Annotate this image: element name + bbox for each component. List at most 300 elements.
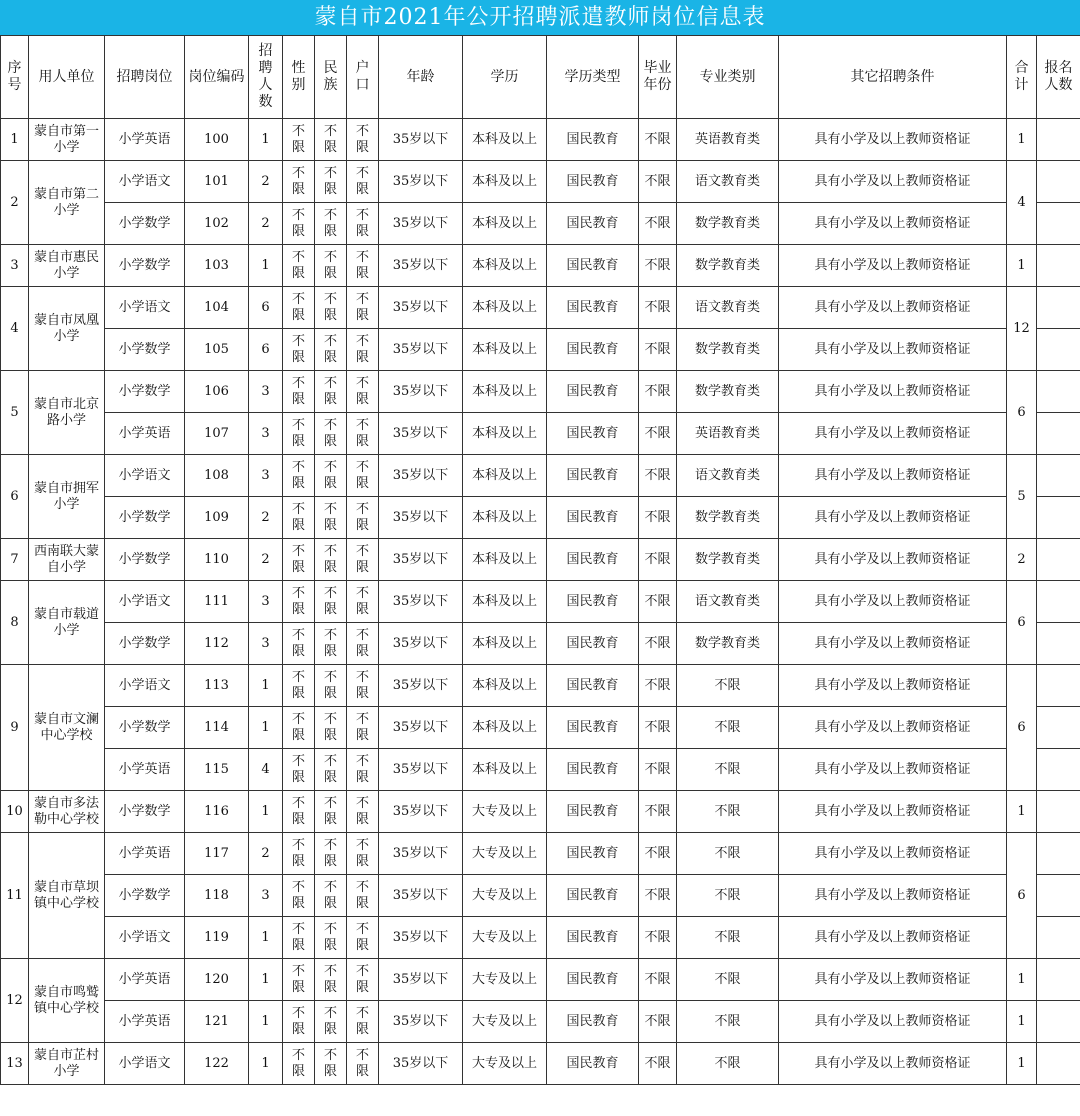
- cell-applicants: [1037, 539, 1080, 581]
- cell-count: 4: [249, 749, 283, 791]
- cell-age: 35岁以下: [379, 1001, 463, 1043]
- header-position: 招聘岗位: [105, 36, 185, 119]
- cell-age: 35岁以下: [379, 371, 463, 413]
- cell-age: 35岁以下: [379, 833, 463, 875]
- cell-applicants: [1037, 329, 1080, 371]
- header-seq: 序号: [1, 36, 29, 119]
- cell-position: 小学语文: [105, 917, 185, 959]
- cell-gender: 不限: [283, 707, 315, 749]
- cell-count: 3: [249, 875, 283, 917]
- cell-education: 本科及以上: [463, 287, 547, 329]
- table-row: [1, 665, 1080, 707]
- cell-applicants: [1037, 917, 1080, 959]
- cell-position: 小学数学: [105, 245, 185, 287]
- cell-code: 122: [185, 1043, 249, 1085]
- cell-applicants: [1037, 749, 1080, 791]
- cell-hukou: 不限: [347, 539, 379, 581]
- cell-hukou: 不限: [347, 581, 379, 623]
- cell-grad-year: 不限: [639, 413, 677, 455]
- cell-education: 大专及以上: [463, 875, 547, 917]
- cell-education: 大专及以上: [463, 959, 547, 1001]
- cell-count: 1: [249, 119, 283, 161]
- cell-ethnicity: 不限: [315, 875, 347, 917]
- cell-count: 3: [249, 581, 283, 623]
- cell-applicants: [1037, 791, 1080, 833]
- cell-count: 1: [249, 1043, 283, 1085]
- cell-grad-year: 不限: [639, 371, 677, 413]
- cell-education: 本科及以上: [463, 371, 547, 413]
- cell-code: 100: [185, 119, 249, 161]
- cell-other: 具有小学及以上教师资格证: [779, 581, 1007, 623]
- cell-hukou: 不限: [347, 959, 379, 1001]
- cell-total: 6: [1007, 833, 1037, 959]
- cell-position: 小学语文: [105, 455, 185, 497]
- cell-other: 具有小学及以上教师资格证: [779, 749, 1007, 791]
- cell-edu-type: 国民教育: [547, 329, 639, 371]
- cell-hukou: 不限: [347, 161, 379, 203]
- cell-gender: 不限: [283, 959, 315, 1001]
- cell-other: 具有小学及以上教师资格证: [779, 329, 1007, 371]
- cell-hukou: 不限: [347, 749, 379, 791]
- cell-education: 大专及以上: [463, 1001, 547, 1043]
- table-row: [1, 539, 1080, 581]
- cell-count: 3: [249, 455, 283, 497]
- cell-count: 2: [249, 203, 283, 245]
- cell-major: 数学教育类: [677, 371, 779, 413]
- header-applicants: 报名人数: [1037, 36, 1080, 119]
- cell-position: 小学英语: [105, 749, 185, 791]
- cell-code: 110: [185, 539, 249, 581]
- cell-major: 语文教育类: [677, 287, 779, 329]
- cell-total: 6: [1007, 371, 1037, 455]
- cell-major: 数学教育类: [677, 623, 779, 665]
- cell-major: 不限: [677, 1001, 779, 1043]
- cell-position: 小学数学: [105, 203, 185, 245]
- cell-grad-year: 不限: [639, 161, 677, 203]
- cell-count: 1: [249, 1001, 283, 1043]
- cell-age: 35岁以下: [379, 161, 463, 203]
- cell-count: 2: [249, 497, 283, 539]
- cell-code: 105: [185, 329, 249, 371]
- cell-grad-year: 不限: [639, 119, 677, 161]
- cell-code: 111: [185, 581, 249, 623]
- cell-count: 3: [249, 623, 283, 665]
- cell-ethnicity: 不限: [315, 581, 347, 623]
- cell-applicants: [1037, 245, 1080, 287]
- cell-code: 116: [185, 791, 249, 833]
- cell-gender: 不限: [283, 161, 315, 203]
- cell-edu-type: 国民教育: [547, 371, 639, 413]
- cell-other: 具有小学及以上教师资格证: [779, 371, 1007, 413]
- cell-grad-year: 不限: [639, 497, 677, 539]
- table-row: [1, 875, 1080, 917]
- cell-age: 35岁以下: [379, 707, 463, 749]
- cell-hukou: 不限: [347, 455, 379, 497]
- cell-major: 数学教育类: [677, 329, 779, 371]
- cell-other: 具有小学及以上教师资格证: [779, 455, 1007, 497]
- cell-other: 具有小学及以上教师资格证: [779, 707, 1007, 749]
- table-row: [1, 1043, 1080, 1085]
- cell-hukou: 不限: [347, 119, 379, 161]
- cell-other: 具有小学及以上教师资格证: [779, 413, 1007, 455]
- cell-edu-type: 国民教育: [547, 749, 639, 791]
- cell-grad-year: 不限: [639, 623, 677, 665]
- cell-education: 大专及以上: [463, 1043, 547, 1085]
- cell-position: 小学英语: [105, 833, 185, 875]
- cell-gender: 不限: [283, 623, 315, 665]
- header-total: 合计: [1007, 36, 1037, 119]
- cell-grad-year: 不限: [639, 707, 677, 749]
- cell-ethnicity: 不限: [315, 413, 347, 455]
- header-hukou: 户口: [347, 36, 379, 119]
- cell-total: 1: [1007, 245, 1037, 287]
- cell-education: 本科及以上: [463, 497, 547, 539]
- cell-count: 1: [249, 917, 283, 959]
- cell-hukou: 不限: [347, 371, 379, 413]
- cell-gender: 不限: [283, 497, 315, 539]
- cell-count: 6: [249, 329, 283, 371]
- header-code: 岗位编码: [185, 36, 249, 119]
- cell-seq: 2: [1, 161, 29, 245]
- cell-seq: 7: [1, 539, 29, 581]
- cell-other: 具有小学及以上教师资格证: [779, 539, 1007, 581]
- cell-ethnicity: 不限: [315, 119, 347, 161]
- cell-major: 不限: [677, 791, 779, 833]
- cell-applicants: [1037, 1001, 1080, 1043]
- cell-code: 118: [185, 875, 249, 917]
- cell-major: 不限: [677, 959, 779, 1001]
- cell-grad-year: 不限: [639, 287, 677, 329]
- cell-major: 不限: [677, 749, 779, 791]
- cell-gender: 不限: [283, 119, 315, 161]
- cell-gender: 不限: [283, 203, 315, 245]
- cell-hukou: 不限: [347, 203, 379, 245]
- cell-hukou: 不限: [347, 707, 379, 749]
- cell-code: 101: [185, 161, 249, 203]
- table-row: [1, 917, 1080, 959]
- cell-other: 具有小学及以上教师资格证: [779, 497, 1007, 539]
- table-body: [1, 119, 1080, 1085]
- cell-code: 113: [185, 665, 249, 707]
- table-row: [1, 497, 1080, 539]
- cell-count: 3: [249, 413, 283, 455]
- cell-education: 本科及以上: [463, 413, 547, 455]
- cell-age: 35岁以下: [379, 581, 463, 623]
- cell-education: 本科及以上: [463, 539, 547, 581]
- cell-major: 数学教育类: [677, 245, 779, 287]
- cell-position: 小学数学: [105, 497, 185, 539]
- cell-education: 大专及以上: [463, 833, 547, 875]
- cell-edu-type: 国民教育: [547, 917, 639, 959]
- cell-total: 1: [1007, 959, 1037, 1001]
- cell-applicants: [1037, 875, 1080, 917]
- cell-age: 35岁以下: [379, 959, 463, 1001]
- cell-gender: 不限: [283, 833, 315, 875]
- table-row: [1, 119, 1080, 161]
- header-edu-type: 学历类型: [547, 36, 639, 119]
- cell-hukou: 不限: [347, 875, 379, 917]
- cell-edu-type: 国民教育: [547, 875, 639, 917]
- cell-position: 小学数学: [105, 875, 185, 917]
- cell-other: 具有小学及以上教师资格证: [779, 917, 1007, 959]
- cell-code: 114: [185, 707, 249, 749]
- cell-unit: 蒙自市芷村小学: [29, 1043, 105, 1085]
- cell-code: 103: [185, 245, 249, 287]
- cell-total: 6: [1007, 665, 1037, 791]
- cell-education: 本科及以上: [463, 329, 547, 371]
- cell-major: 不限: [677, 1043, 779, 1085]
- cell-position: 小学数学: [105, 371, 185, 413]
- cell-code: 106: [185, 371, 249, 413]
- cell-seq: 13: [1, 1043, 29, 1085]
- cell-age: 35岁以下: [379, 875, 463, 917]
- cell-count: 3: [249, 371, 283, 413]
- cell-education: 本科及以上: [463, 707, 547, 749]
- cell-gender: 不限: [283, 287, 315, 329]
- cell-other: 具有小学及以上教师资格证: [779, 875, 1007, 917]
- recruitment-table: [0, 35, 1080, 1085]
- cell-unit: 蒙自市拥军小学: [29, 455, 105, 539]
- cell-applicants: [1037, 203, 1080, 245]
- table-row: [1, 707, 1080, 749]
- cell-count: 2: [249, 161, 283, 203]
- header-age: 年龄: [379, 36, 463, 119]
- cell-other: 具有小学及以上教师资格证: [779, 1043, 1007, 1085]
- cell-ethnicity: 不限: [315, 497, 347, 539]
- cell-ethnicity: 不限: [315, 959, 347, 1001]
- cell-count: 2: [249, 833, 283, 875]
- cell-gender: 不限: [283, 413, 315, 455]
- cell-edu-type: 国民教育: [547, 833, 639, 875]
- table-row: [1, 959, 1080, 1001]
- cell-gender: 不限: [283, 455, 315, 497]
- cell-hukou: 不限: [347, 329, 379, 371]
- cell-seq: 1: [1, 119, 29, 161]
- cell-hukou: 不限: [347, 497, 379, 539]
- cell-total: 1: [1007, 1001, 1037, 1043]
- cell-code: 117: [185, 833, 249, 875]
- cell-education: 本科及以上: [463, 455, 547, 497]
- cell-count: 1: [249, 245, 283, 287]
- cell-age: 35岁以下: [379, 917, 463, 959]
- cell-edu-type: 国民教育: [547, 1043, 639, 1085]
- cell-gender: 不限: [283, 1043, 315, 1085]
- cell-other: 具有小学及以上教师资格证: [779, 245, 1007, 287]
- cell-ethnicity: 不限: [315, 161, 347, 203]
- cell-unit: 蒙自市多法勒中心学校: [29, 791, 105, 833]
- cell-applicants: [1037, 119, 1080, 161]
- cell-major: 不限: [677, 707, 779, 749]
- header-count: 招聘人数: [249, 36, 283, 119]
- cell-grad-year: 不限: [639, 245, 677, 287]
- cell-age: 35岁以下: [379, 119, 463, 161]
- cell-unit: 西南联大蒙自小学: [29, 539, 105, 581]
- cell-hukou: 不限: [347, 413, 379, 455]
- cell-grad-year: 不限: [639, 959, 677, 1001]
- cell-grad-year: 不限: [639, 917, 677, 959]
- cell-code: 115: [185, 749, 249, 791]
- cell-age: 35岁以下: [379, 203, 463, 245]
- cell-count: 6: [249, 287, 283, 329]
- table-row: [1, 413, 1080, 455]
- cell-seq: 4: [1, 287, 29, 371]
- cell-age: 35岁以下: [379, 539, 463, 581]
- cell-ethnicity: 不限: [315, 665, 347, 707]
- table-row: [1, 623, 1080, 665]
- cell-ethnicity: 不限: [315, 371, 347, 413]
- cell-applicants: [1037, 665, 1080, 707]
- cell-position: 小学语文: [105, 665, 185, 707]
- cell-ethnicity: 不限: [315, 707, 347, 749]
- cell-other: 具有小学及以上教师资格证: [779, 833, 1007, 875]
- cell-applicants: [1037, 413, 1080, 455]
- table-row: [1, 329, 1080, 371]
- cell-applicants: [1037, 455, 1080, 497]
- cell-edu-type: 国民教育: [547, 539, 639, 581]
- cell-major: 数学教育类: [677, 203, 779, 245]
- cell-code: 121: [185, 1001, 249, 1043]
- cell-position: 小学数学: [105, 329, 185, 371]
- cell-ethnicity: 不限: [315, 1001, 347, 1043]
- cell-applicants: [1037, 497, 1080, 539]
- cell-unit: 蒙自市载道小学: [29, 581, 105, 665]
- cell-hukou: 不限: [347, 1043, 379, 1085]
- cell-major: 英语教育类: [677, 413, 779, 455]
- cell-gender: 不限: [283, 875, 315, 917]
- cell-hukou: 不限: [347, 245, 379, 287]
- cell-hukou: 不限: [347, 623, 379, 665]
- cell-seq: 11: [1, 833, 29, 959]
- cell-gender: 不限: [283, 329, 315, 371]
- cell-ethnicity: 不限: [315, 1043, 347, 1085]
- cell-edu-type: 国民教育: [547, 287, 639, 329]
- cell-applicants: [1037, 161, 1080, 203]
- cell-seq: 12: [1, 959, 29, 1043]
- cell-position: 小学英语: [105, 959, 185, 1001]
- cell-applicants: [1037, 1043, 1080, 1085]
- cell-ethnicity: 不限: [315, 791, 347, 833]
- cell-applicants: [1037, 623, 1080, 665]
- cell-position: 小学语文: [105, 161, 185, 203]
- table-row: [1, 833, 1080, 875]
- cell-grad-year: 不限: [639, 1001, 677, 1043]
- cell-code: 120: [185, 959, 249, 1001]
- table-header: [1, 36, 1080, 119]
- header-ethnicity: 民族: [315, 36, 347, 119]
- cell-education: 本科及以上: [463, 203, 547, 245]
- cell-position: 小学数学: [105, 791, 185, 833]
- cell-gender: 不限: [283, 371, 315, 413]
- cell-edu-type: 国民教育: [547, 161, 639, 203]
- cell-grad-year: 不限: [639, 749, 677, 791]
- cell-count: 1: [249, 707, 283, 749]
- cell-edu-type: 国民教育: [547, 623, 639, 665]
- cell-edu-type: 国民教育: [547, 959, 639, 1001]
- cell-code: 104: [185, 287, 249, 329]
- table-row: [1, 287, 1080, 329]
- table-title: 蒙自市2021年公开招聘派遣教师岗位信息表: [0, 0, 1080, 36]
- table-row: [1, 749, 1080, 791]
- cell-unit: 蒙自市第二小学: [29, 161, 105, 245]
- cell-ethnicity: 不限: [315, 917, 347, 959]
- cell-unit: 蒙自市文澜中心学校: [29, 665, 105, 791]
- header-unit: 用人单位: [29, 36, 105, 119]
- table-row: [1, 203, 1080, 245]
- cell-ethnicity: 不限: [315, 833, 347, 875]
- cell-seq: 5: [1, 371, 29, 455]
- cell-age: 35岁以下: [379, 455, 463, 497]
- cell-age: 35岁以下: [379, 749, 463, 791]
- cell-ethnicity: 不限: [315, 539, 347, 581]
- cell-code: 112: [185, 623, 249, 665]
- cell-other: 具有小学及以上教师资格证: [779, 203, 1007, 245]
- header-gender: 性别: [283, 36, 315, 119]
- cell-hukou: 不限: [347, 791, 379, 833]
- table-row: [1, 791, 1080, 833]
- cell-gender: 不限: [283, 1001, 315, 1043]
- table-row: [1, 1001, 1080, 1043]
- cell-total: 1: [1007, 1043, 1037, 1085]
- cell-grad-year: 不限: [639, 1043, 677, 1085]
- cell-position: 小学数学: [105, 623, 185, 665]
- cell-unit: 蒙自市第一小学: [29, 119, 105, 161]
- cell-grad-year: 不限: [639, 329, 677, 371]
- cell-other: 具有小学及以上教师资格证: [779, 1001, 1007, 1043]
- cell-major: 不限: [677, 665, 779, 707]
- cell-total: 5: [1007, 455, 1037, 539]
- cell-code: 102: [185, 203, 249, 245]
- cell-hukou: 不限: [347, 833, 379, 875]
- cell-position: 小学英语: [105, 1001, 185, 1043]
- cell-age: 35岁以下: [379, 497, 463, 539]
- cell-grad-year: 不限: [639, 791, 677, 833]
- cell-education: 本科及以上: [463, 161, 547, 203]
- cell-grad-year: 不限: [639, 875, 677, 917]
- table-row: [1, 581, 1080, 623]
- cell-gender: 不限: [283, 665, 315, 707]
- cell-ethnicity: 不限: [315, 623, 347, 665]
- cell-edu-type: 国民教育: [547, 1001, 639, 1043]
- cell-applicants: [1037, 371, 1080, 413]
- cell-position: 小学数学: [105, 707, 185, 749]
- cell-grad-year: 不限: [639, 581, 677, 623]
- cell-major: 不限: [677, 833, 779, 875]
- cell-seq: 9: [1, 665, 29, 791]
- cell-education: 本科及以上: [463, 749, 547, 791]
- cell-count: 1: [249, 665, 283, 707]
- cell-major: 语文教育类: [677, 161, 779, 203]
- header-grad-year: 毕业年份: [639, 36, 677, 119]
- cell-total: 12: [1007, 287, 1037, 371]
- cell-grad-year: 不限: [639, 455, 677, 497]
- cell-education: 本科及以上: [463, 119, 547, 161]
- cell-seq: 8: [1, 581, 29, 665]
- cell-education: 本科及以上: [463, 581, 547, 623]
- cell-position: 小学数学: [105, 539, 185, 581]
- cell-code: 119: [185, 917, 249, 959]
- cell-major: 不限: [677, 875, 779, 917]
- cell-total: 1: [1007, 791, 1037, 833]
- cell-other: 具有小学及以上教师资格证: [779, 161, 1007, 203]
- cell-grad-year: 不限: [639, 665, 677, 707]
- cell-age: 35岁以下: [379, 623, 463, 665]
- cell-other: 具有小学及以上教师资格证: [779, 287, 1007, 329]
- cell-ethnicity: 不限: [315, 749, 347, 791]
- cell-education: 大专及以上: [463, 917, 547, 959]
- cell-gender: 不限: [283, 791, 315, 833]
- cell-total: 6: [1007, 581, 1037, 665]
- cell-other: 具有小学及以上教师资格证: [779, 791, 1007, 833]
